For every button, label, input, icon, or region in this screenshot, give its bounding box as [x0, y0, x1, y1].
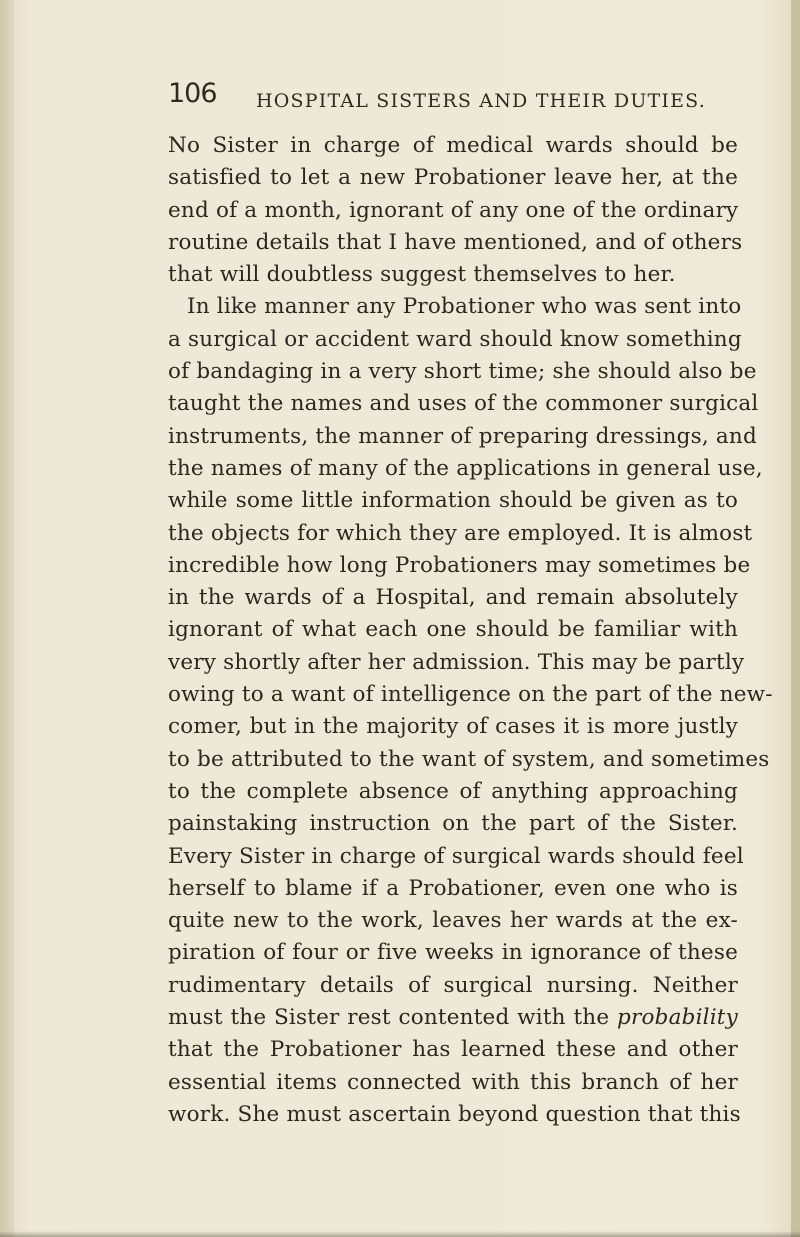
page-header — [168, 78, 708, 118]
text-line: painstaking instruction on the part of the Sister. — [168, 811, 738, 837]
text-line: that will doubtless suggest themselves to her. — [168, 262, 676, 288]
text-line: herself to blame if a Probationer, even one who is — [168, 875, 738, 901]
text-line: incredible how long Probationers may sometimes be — [168, 552, 751, 578]
body-text — [168, 130, 773, 1131]
text-line: the names of many of the applications in general use, — [168, 455, 763, 481]
text-line: routine details that I have mentioned, and of others — [168, 229, 743, 255]
text-line: of bandaging in a very short time; she should also be — [168, 359, 757, 385]
text-line: very shortly after her admission. This may be partly — [168, 649, 745, 675]
text-line-start: must the Sister rest contented with the — [168, 1005, 610, 1031]
text-line: quite new to the work, leaves her wards at the ex- — [168, 908, 738, 934]
emphasis-word: probability — [617, 1005, 738, 1031]
text-line: satisfied to let a new Probationer leave her, at the — [168, 165, 738, 191]
text-line: instruments, the manner of preparing dressings, and — [168, 423, 757, 449]
text-line: to be attributed to the want of system, and sometimes — [168, 746, 770, 772]
text-line: to the complete absence of anything approaching — [168, 778, 738, 804]
text-line: while some little information should be given as to — [168, 488, 738, 514]
text-line: owing to a want of intelligence on the part of the new- — [168, 682, 773, 708]
text-line: a surgical or accident ward should know something — [168, 326, 742, 352]
page-number: 106 — [168, 78, 217, 109]
text-line: rudimentary details of surgical nursing. Neither — [168, 972, 738, 998]
text-line: No Sister in charge of medical wards should be — [168, 133, 738, 158]
text-line: taught the names and uses of the commoner surgical — [168, 391, 759, 417]
running-title: HOSPITAL SISTERS AND THEIR DUTIES. — [256, 90, 706, 112]
text-line-with-emphasis — [168, 1002, 738, 1034]
page-edge-right — [791, 0, 800, 1237]
text-line: essential items connected with this branch of her — [168, 1069, 738, 1095]
page-bottom-shadow — [0, 1231, 800, 1237]
text-line: Every Sister in charge of surgical wards should feel — [168, 843, 744, 869]
text-line: the objects for which they are employed. It is almost — [168, 520, 753, 546]
text-line: that the Probationer has learned these and other — [168, 1037, 738, 1063]
text-line: comer, but in the majority of cases it is more justly — [168, 714, 738, 740]
text-line: end of a month, ignorant of any one of the ordinary — [168, 197, 739, 223]
text-line: piration of four or five weeks in ignorance of these — [168, 940, 738, 966]
page-gutter-left — [0, 0, 14, 1237]
text-line: In like manner any Probationer who was sent into — [187, 294, 742, 320]
text-line: in the wards of a Hospital, and remain absolutely — [168, 585, 738, 611]
text-line: work. She must ascertain beyond question that this — [168, 1101, 741, 1127]
text-line: ignorant of what each one should be familiar with — [168, 617, 738, 643]
